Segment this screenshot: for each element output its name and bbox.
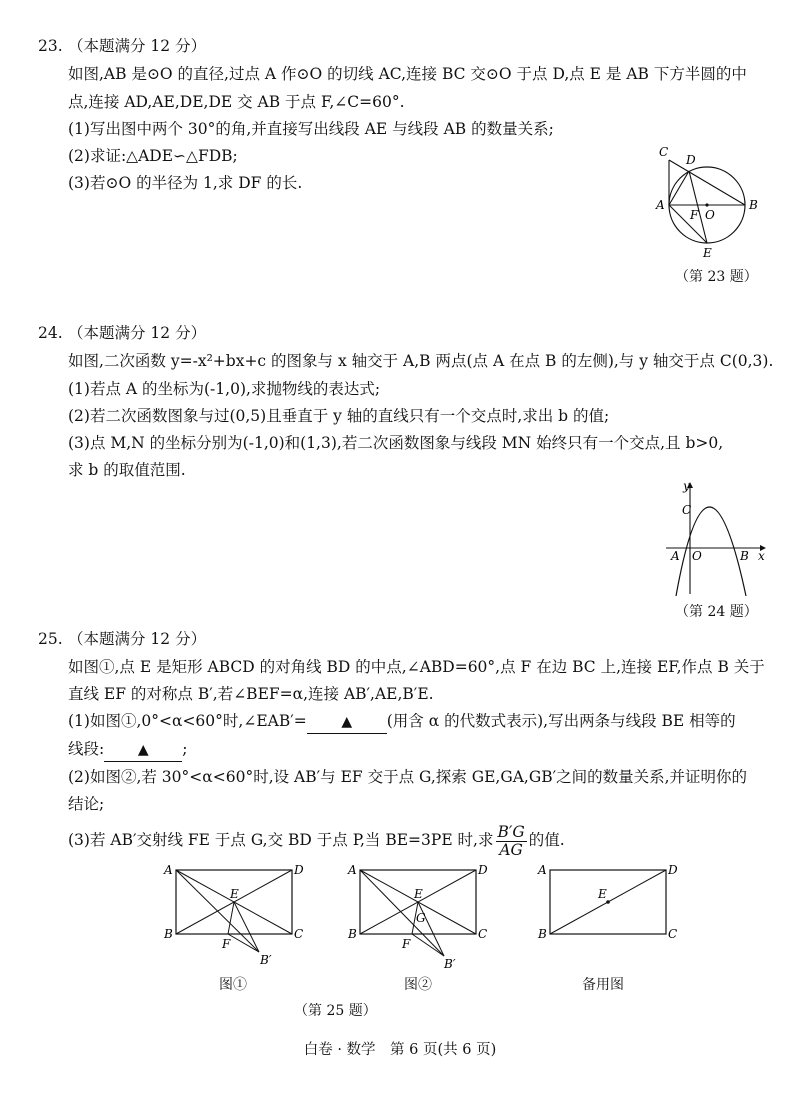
q25-fig3-label-d: D [668,863,678,877]
q25-number: 25. [38,630,63,648]
q23-line-1: 如图,AB 是⊙O 的直径,过点 A 作⊙O 的切线 AC,连接 BC 交⊙O 于点 D,点 E 是 AB 下方半圆的中 [68,65,747,83]
q25-fig1-label-f: F [222,937,231,951]
q25-line-2: 直线 EF 的对称点 B′,若∠BEF=α,连接 AB′,AE,B′E. [68,685,434,703]
q25-fig3-label-b: B [538,927,547,941]
q24-part-2: (2)若二次函数图象与过(0,5)且垂直于 y 轴的直线只有一个交点时,求出 b 的值; [68,407,610,425]
q25-figure-3 [530,858,680,948]
q23-line-2: 点,连接 AD,AE,DE,DE 交 AB 于点 F,∠C=60°. [68,93,405,111]
q25-fig1-label-d: D [294,863,304,877]
q23-label-b: B [749,198,758,212]
q24-figure [660,478,770,598]
q25-part-1 [68,710,736,734]
q25-part-3 [68,822,565,859]
q25-fraction-numerator: B′G [497,822,525,841]
q25-line-1: 如图①,点 E 是矩形 ABCD 的对角线 BD 的中点,∠ABD=60°,点 F 在边 BC 上,连接 EF,作点 B 关于 [68,658,765,676]
q25-blank-marker-2: ▲ [137,742,149,758]
q25-fig2-label-f: F [402,937,411,951]
q25-fig2-label-a: A [348,863,357,877]
q25-part-1-line2-pre: 线段: [68,740,105,758]
q23-part-2: (2)求证:△ADE∽△FDB; [68,147,238,165]
q25-part-1-pre: (1)如图①,0°<α<60°时,∠EAB′= [68,712,307,730]
q25-fig2-label-e: E [414,887,423,901]
q24-score: （本题满分 12 分） [68,324,207,342]
q25-score: （本题满分 12 分） [68,630,207,648]
q23-part-3: (3)若⊙O 的半径为 1,求 DF 的长. [68,174,303,192]
q23-part-1: (1)写出图中两个 30°的角,并直接写出线段 AE 与线段 AB 的数量关系; [68,120,554,138]
q24-label-a: A [671,549,680,563]
q24-line-1: 如图,二次函数 y=-x²+bx+c 的图象与 x 轴交于 A,B 两点(点 A 在点 B 的左侧),与 y 轴交于点 C(0,3). [68,352,774,370]
q24-parabola [676,507,746,596]
q25-part-3-post: 的值. [528,831,565,849]
q23-label-a: A [656,198,665,212]
q25-part-2: (2)如图②,若 30°<α<60°时,设 AB′与 EF 交于点 G,探索 GE,GA,GB′之间的数量关系,并证明你的 [68,768,748,786]
q25-fig2-label-b: B [348,927,357,941]
q25-fraction-denominator: AG [499,840,523,859]
q23-score: （本题满分 12 分） [68,37,207,55]
q25-fig1-line-ab-prime [176,870,259,952]
q25-blank-marker-1: ▲ [341,714,353,730]
q25-figure-2 [340,858,490,973]
q24-caption: （第 24 题） [675,604,758,620]
q25-fig1-line-ef [228,902,234,934]
q25-part-1-mid: (用含 α 的代数式表示),写出两条与线段 BE 相等的 [386,712,736,730]
q23-figure [650,140,770,265]
q25-answer-blank-1 [307,710,387,734]
q25-fig2-label-g: G [416,911,426,925]
q25-fig3-caption: 备用图 [582,977,624,993]
q25-part-1-line-2 [68,738,187,762]
q23-label-o: O [705,208,715,222]
q25-fraction [496,824,527,859]
q25-fig2-label-b-prime: B′ [444,957,456,971]
q23-line-ad [669,171,689,205]
q25-fig1-label-b: B [164,927,173,941]
q23-caption: （第 23 题） [675,269,758,285]
q25-fig2-caption: 图② [404,977,432,993]
q25-fig3-label-c: C [668,927,678,941]
q25-fig3-label-e: E [598,887,607,901]
q23-label-c: C [659,145,669,159]
q25-fig2-label-c: C [478,927,488,941]
q25-fig1-caption: 图① [219,977,247,993]
q24-part-3-cont: 求 b 的取值范围. [68,461,186,479]
q24-label-c: C [682,503,692,517]
q25-fig2-label-d: D [478,863,488,877]
page-footer: 白卷 · 数学 第 6 页(共 6 页) [303,1042,497,1058]
q25-caption: （第 25 题） [294,1003,377,1019]
q24-label-y: y [683,479,690,493]
q25-figure-1 [160,858,304,973]
q23-center-dot [705,203,708,206]
q24-part-3: (3)点 M,N 的坐标分别为(-1,0)和(1,3),若二次函数图象与线段 MN 始终只有一个交点,且 b>0, [68,434,724,452]
q25-part-3-pre: (3)若 AB′交射线 FE 于点 G,交 BD 于点 P,当 BE=3PE 时,求 [68,831,494,849]
q25-part-1-line2-post: ; [182,740,188,758]
q25-fig3-label-a: A [538,863,547,877]
q25-fig1-label-c: C [294,927,304,941]
q23-label-f: F [690,208,699,222]
q23-line-de [689,171,707,243]
q25-fig1-label-a: A [164,863,173,877]
q23-number: 23. [38,37,63,55]
q25-part-2-cont: 结论; [68,795,105,813]
q24-part-1: (1)若点 A 的坐标为(-1,0),求抛物线的表达式; [68,380,381,398]
q25-fig1-label-b-prime: B′ [260,953,272,967]
q23-label-e: E [703,246,712,260]
q24-label-x: x [758,549,765,563]
q24-number: 24. [38,324,63,342]
q24-label-o: O [692,549,702,563]
q25-fig1-label-e: E [230,887,239,901]
q23-label-d: D [686,153,696,167]
q24-label-b: B [740,549,749,563]
q25-answer-blank-2 [104,738,182,762]
